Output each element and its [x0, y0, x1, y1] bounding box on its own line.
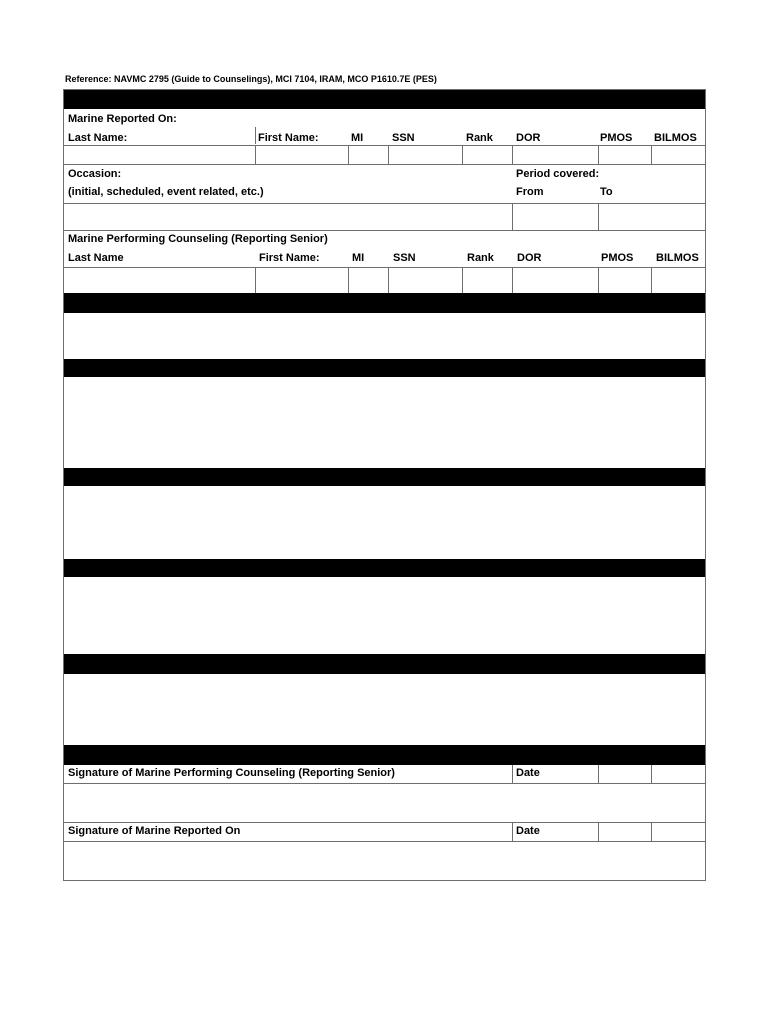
reported-on-title: Marine Reported On: [68, 113, 177, 125]
divider [64, 145, 705, 146]
marine-signature-label: Signature of Marine Reported On [68, 825, 241, 837]
senior-header-last-name: Last Name [68, 252, 124, 264]
ssn-field-border[interactable] [462, 145, 463, 164]
senior-last-name-field-border[interactable] [255, 267, 256, 293]
header-mi: MI [351, 132, 364, 144]
marine-signature-field[interactable] [64, 842, 705, 880]
section-bar-6 [64, 745, 705, 765]
divider [598, 822, 599, 841]
divider [64, 203, 705, 204]
senior-first-name-field-border[interactable] [348, 267, 349, 293]
section-bar-3 [64, 468, 705, 486]
senior-header-dor: DOR [517, 252, 542, 264]
senior-header-mi: MI [352, 252, 365, 264]
senior-date-label: Date [516, 767, 540, 779]
senior-header-pmos: PMOS [601, 252, 634, 264]
senior-header-first-name: First Name: [259, 252, 320, 264]
counseling-form [63, 89, 706, 881]
header-pmos: PMOS [600, 132, 633, 144]
divider [64, 822, 705, 823]
marine-date-label: Date [516, 825, 540, 837]
occasion-label: Occasion: [68, 168, 122, 180]
content-area-3[interactable] [64, 486, 705, 559]
senior-signature-field[interactable] [64, 784, 705, 822]
senior-header-ssn: SSN [393, 252, 416, 264]
senior-header-rank: Rank [467, 252, 494, 264]
divider [64, 230, 705, 231]
content-area-4[interactable] [64, 577, 705, 654]
senior-pmos-field-border[interactable] [651, 267, 652, 293]
divider [64, 267, 705, 268]
last-name-field-border[interactable] [255, 145, 256, 164]
period-from-label: From [516, 186, 544, 198]
senior-header-bilmos: BILMOS [656, 252, 699, 264]
senior-rank-field-border[interactable] [512, 267, 513, 293]
header-dor: DOR [516, 132, 541, 144]
reference-line: Reference: NAVMC 2795 (Guide to Counselings), MCI 7104, IRAM, MCO P1610.7E (PES) [65, 74, 437, 84]
period-from-field-border[interactable] [598, 203, 599, 230]
section-bar-5 [64, 654, 705, 674]
divider [598, 765, 599, 783]
header-bar [64, 90, 705, 109]
senior-dor-field-border[interactable] [598, 267, 599, 293]
header-last-name: Last Name: [68, 132, 128, 144]
section-bar-2 [64, 359, 705, 377]
senior-mi-field-border[interactable] [388, 267, 389, 293]
pmos-field-border[interactable] [651, 145, 652, 164]
divider [651, 822, 652, 841]
reporting-senior-title: Marine Performing Counseling (Reporting Senior) [68, 233, 328, 245]
content-area-1[interactable] [64, 313, 705, 359]
divider [651, 765, 652, 783]
header-bilmos: BILMOS [654, 132, 697, 144]
section-bar-4 [64, 559, 705, 577]
mi-field-border[interactable] [388, 145, 389, 164]
occasion-hint: (initial, scheduled, event related, etc.) [68, 186, 264, 198]
divider [512, 765, 513, 783]
rank-field-border[interactable] [512, 145, 513, 164]
senior-signature-label: Signature of Marine Performing Counseling (Reporting Senior) [68, 767, 395, 779]
section-bar-1 [64, 293, 705, 313]
header-first-name: First Name: [258, 132, 319, 144]
header-rank: Rank [466, 132, 493, 144]
content-area-2[interactable] [64, 377, 705, 468]
header-ssn: SSN [392, 132, 415, 144]
divider [512, 822, 513, 841]
divider [64, 164, 705, 165]
period-covered-label: Period covered: [516, 168, 600, 180]
first-name-field-border[interactable] [348, 145, 349, 164]
senior-ssn-field-border[interactable] [462, 267, 463, 293]
dor-field-border[interactable] [598, 145, 599, 164]
occasion-field-border[interactable] [512, 203, 513, 230]
divider [255, 127, 256, 144]
content-area-5[interactable] [64, 674, 705, 745]
period-to-label: To [600, 186, 613, 198]
